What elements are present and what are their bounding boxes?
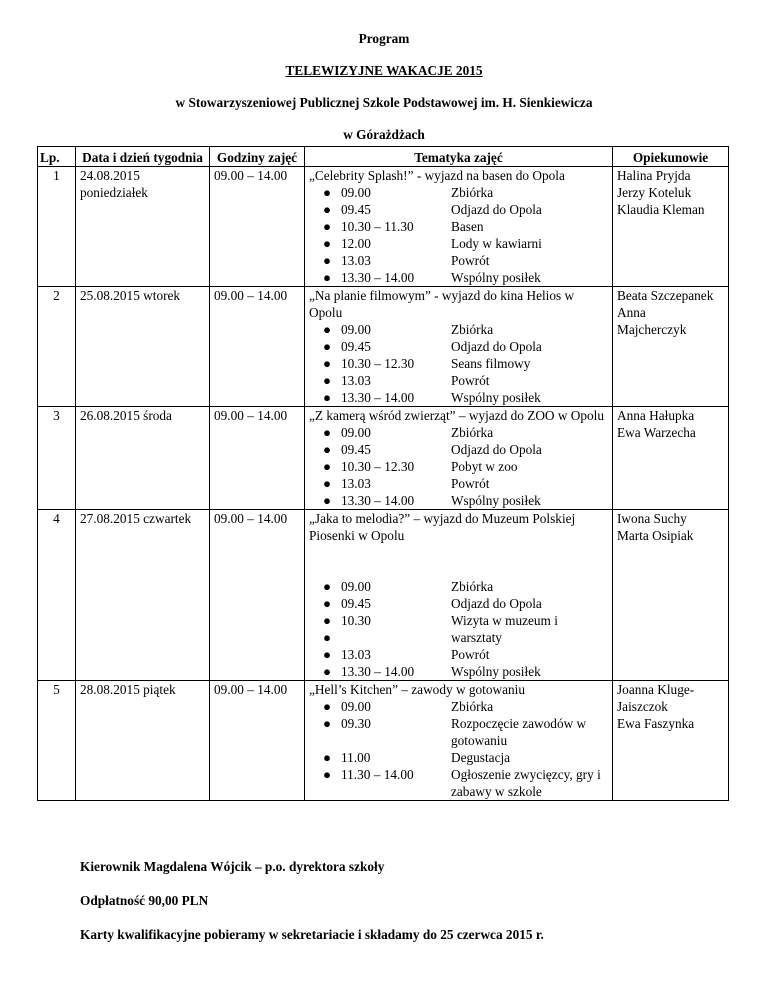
item-description: Odjazd do Opola <box>451 442 542 457</box>
bullet-icon: ● <box>322 185 331 200</box>
school-name: w Stowarzyszeniowej Publicznej Szkole Podstawowej im. H. Sienkiewicza <box>175 95 593 110</box>
bullet-icon: ● <box>322 425 331 440</box>
bullet-icon: ● <box>322 476 331 491</box>
item-time <box>341 629 451 646</box>
bullet-icon: ● <box>322 373 331 388</box>
bullet-icon: ● <box>322 493 331 508</box>
item-time: 09.30 <box>341 716 371 731</box>
list-item <box>309 321 608 338</box>
item-description: Zbiórka <box>451 322 494 337</box>
list-item <box>309 372 608 389</box>
item-description: Zbiórka <box>451 579 494 594</box>
list-item <box>309 424 608 441</box>
guardian-name: Iwona Suchy <box>617 511 687 526</box>
row-topic <box>305 167 613 287</box>
item-time: 13.30 – 14.00 <box>341 664 415 679</box>
list-item <box>309 338 608 355</box>
bullet-icon: ● <box>322 750 331 765</box>
bullet-icon: ● <box>322 339 331 354</box>
bullet-icon: ● <box>322 356 331 371</box>
row-topic <box>305 407 613 510</box>
list-item <box>309 646 608 663</box>
activity-title: „Jaka to melodia?” – wyjazd do Muzeum Polskiej Piosenki w Opolu <box>309 511 576 543</box>
list-item <box>309 629 608 646</box>
row-date: 26.08.2015 środa <box>76 407 210 510</box>
list-item <box>309 475 608 492</box>
row-number: 3 <box>38 407 76 510</box>
item-time: 10.30 <box>341 613 371 628</box>
row-date: 24.08.2015 poniedziałek <box>76 167 210 287</box>
item-time: 13.03 <box>341 476 371 491</box>
item-time: 10.30 – 12.30 <box>341 356 415 371</box>
item-time: 09.00 <box>341 579 371 594</box>
row-date: 28.08.2015 piątek <box>76 681 210 801</box>
item-description: Wspólny posiłek <box>451 664 541 679</box>
school-location: w Górażdżach <box>343 127 425 142</box>
table-row <box>38 287 729 407</box>
row-hours: 09.00 – 14.00 <box>210 407 305 510</box>
row-date: 27.08.2015 czwartek <box>76 510 210 681</box>
item-description: Powrót <box>451 253 490 268</box>
guardian-name: Klaudia Kleman <box>617 202 705 217</box>
row-guardians <box>613 167 729 287</box>
item-description: Odjazd do Opola <box>451 596 542 611</box>
program-title: TELEWIZYJNE WAKACJE 2015 <box>285 63 483 78</box>
list-item <box>309 441 608 458</box>
bullet-icon: ● <box>322 219 331 234</box>
item-time: 13.30 – 14.00 <box>341 270 415 285</box>
item-time: 13.03 <box>341 373 371 388</box>
guardian-name: Halina Pryjda <box>617 168 691 183</box>
item-description: Powrót <box>451 647 490 662</box>
list-item <box>309 578 608 595</box>
bullet-icon: ● <box>322 390 331 405</box>
activity-title: „Z kamerą wśród zwierząt” – wyjazd do ZOO w Opolu <box>309 408 605 423</box>
guardian-name: Ewa Warzecha <box>617 425 696 440</box>
item-description: warsztaty <box>451 630 502 645</box>
item-description: Zbiórka <box>451 185 494 200</box>
list-item <box>309 218 608 235</box>
bullet-icon: ● <box>322 699 331 714</box>
row-guardians <box>613 287 729 407</box>
bullet-icon: ● <box>322 253 331 268</box>
item-time: 11.00 <box>341 750 371 765</box>
item-time: 09.00 <box>341 185 371 200</box>
guardian-name: Jerzy Koteluk <box>617 185 692 200</box>
item-description: Wspólny posiłek <box>451 493 541 508</box>
table-row <box>38 681 729 801</box>
list-item <box>309 235 608 252</box>
bullet-icon: ● <box>322 664 331 679</box>
row-guardians <box>613 407 729 510</box>
bullet-icon: ● <box>322 579 331 594</box>
activity-title: „Hell’s Kitchen” – zawody w gotowaniu <box>309 682 526 697</box>
program-heading: Program <box>358 31 410 46</box>
item-time: 13.03 <box>341 253 371 268</box>
item-time: 09.00 <box>341 699 371 714</box>
list-item <box>309 252 608 269</box>
bullet-icon: ● <box>322 270 331 285</box>
header-hours: Godziny zajęć <box>210 147 305 167</box>
activity-title: „Celebrity Splash!” - wyjazd na basen do Opola <box>309 168 565 183</box>
item-time: 10.30 – 12.30 <box>341 459 415 474</box>
bullet-icon: ● <box>322 630 331 645</box>
list-item <box>309 715 608 749</box>
item-time: 13.30 – 14.00 <box>341 493 415 508</box>
activity-list <box>309 184 608 286</box>
row-number: 1 <box>38 167 76 287</box>
item-description: Degustacja <box>451 750 511 765</box>
fee-note: Odpłatność 90,00 PLN <box>80 893 209 908</box>
list-item <box>309 389 608 406</box>
bullet-icon: ● <box>322 236 331 251</box>
table-row <box>38 167 729 287</box>
item-description: Odjazd do Opola <box>451 202 542 217</box>
item-description: Powrót <box>451 373 490 388</box>
bullet-icon: ● <box>322 322 331 337</box>
bullet-icon: ● <box>322 202 331 217</box>
list-item <box>309 201 608 218</box>
item-time: 09.45 <box>341 202 371 217</box>
item-description: Ogłoszenie zwycięzcy, gry i zabawy w szkole <box>451 767 601 799</box>
item-time: 13.03 <box>341 647 371 662</box>
row-number: 4 <box>38 510 76 681</box>
list-item <box>309 492 608 509</box>
item-time: 09.45 <box>341 596 371 611</box>
bullet-icon: ● <box>322 613 331 628</box>
item-description: Rozpoczęcie zawodów w gotowaniu <box>451 716 587 748</box>
activity-title: „Na planie filmowym” - wyjazd do kina Helios w Opolu <box>309 288 575 320</box>
row-topic <box>305 681 613 801</box>
row-guardians <box>613 510 729 681</box>
list-item <box>309 698 608 715</box>
guardian-name: Joanna Kluge-Jaiszczok <box>617 682 695 714</box>
list-item <box>309 269 608 286</box>
table-row <box>38 407 729 510</box>
bullet-icon: ● <box>322 647 331 662</box>
item-description: Zbiórka <box>451 699 494 714</box>
item-time: 10.30 – 11.30 <box>341 219 414 234</box>
list-item <box>309 355 608 372</box>
cards-note: Karty kwalifikacyjne pobieramy w sekretariacie i składamy do 25 czerwca 2015 r. <box>80 927 544 942</box>
item-description: Seans filmowy <box>451 356 531 371</box>
row-topic <box>305 287 613 407</box>
activity-list <box>309 321 608 406</box>
item-time: 09.00 <box>341 322 371 337</box>
table-header-row <box>38 147 729 167</box>
row-guardians <box>613 681 729 801</box>
bullet-icon: ● <box>322 442 331 457</box>
list-item <box>309 184 608 201</box>
bullet-icon: ● <box>322 767 331 782</box>
activity-list <box>309 578 608 680</box>
header-topic: Tematyka zajęć <box>305 147 613 167</box>
item-time: 09.45 <box>341 339 371 354</box>
row-hours: 09.00 – 14.00 <box>210 681 305 801</box>
guardian-name: Beata Szczepanek <box>617 288 714 303</box>
row-hours: 09.00 – 14.00 <box>210 287 305 407</box>
item-time: 11.30 – 14.00 <box>341 767 414 782</box>
item-description: Odjazd do Opola <box>451 339 542 354</box>
item-description: Lody w kawiarni <box>451 236 542 251</box>
list-item <box>309 458 608 475</box>
guardian-name: Marta Osipiak <box>617 528 694 543</box>
table-row <box>38 510 729 681</box>
item-time: 13.30 – 14.00 <box>341 390 415 405</box>
row-hours: 09.00 – 14.00 <box>210 510 305 681</box>
bullet-icon: ● <box>322 716 331 731</box>
item-description: Pobyt w zoo <box>451 459 518 474</box>
list-item <box>309 663 608 680</box>
guardian-name: Ewa Faszynka <box>617 716 695 731</box>
row-date: 25.08.2015 wtorek <box>76 287 210 407</box>
guardian-name: Anna Hałupka <box>617 408 695 423</box>
header-lp: Lp. <box>38 147 76 167</box>
list-item <box>309 612 608 629</box>
item-time: 09.45 <box>341 442 371 457</box>
item-time: 12.00 <box>341 236 371 251</box>
row-number: 2 <box>38 287 76 407</box>
schedule-table <box>37 146 729 801</box>
list-item <box>309 766 608 800</box>
activity-list <box>309 698 608 800</box>
row-number: 5 <box>38 681 76 801</box>
item-description: Zbiórka <box>451 425 494 440</box>
row-topic <box>305 510 613 681</box>
row-hours: 09.00 – 14.00 <box>210 167 305 287</box>
item-description: Wspólny posiłek <box>451 270 541 285</box>
bullet-icon: ● <box>322 596 331 611</box>
item-description: Basen <box>451 219 484 234</box>
guardian-name: Majcherczyk <box>617 322 687 337</box>
header-guardians: Opiekunowie <box>613 147 729 167</box>
list-item <box>309 749 608 766</box>
bullet-icon: ● <box>322 459 331 474</box>
spacer <box>309 544 608 578</box>
item-time: 09.00 <box>341 425 371 440</box>
header-date: Data i dzień tygodnia <box>76 147 210 167</box>
director-note: Kierownik Magdalena Wójcik – p.o. dyrektora szkoły <box>80 859 385 874</box>
list-item <box>309 595 608 612</box>
item-description: Powrót <box>451 476 490 491</box>
activity-list <box>309 424 608 509</box>
item-description: Wspólny posiłek <box>451 390 541 405</box>
item-description: Wizyta w muzeum i <box>451 613 558 628</box>
guardian-name: Anna <box>617 305 646 320</box>
